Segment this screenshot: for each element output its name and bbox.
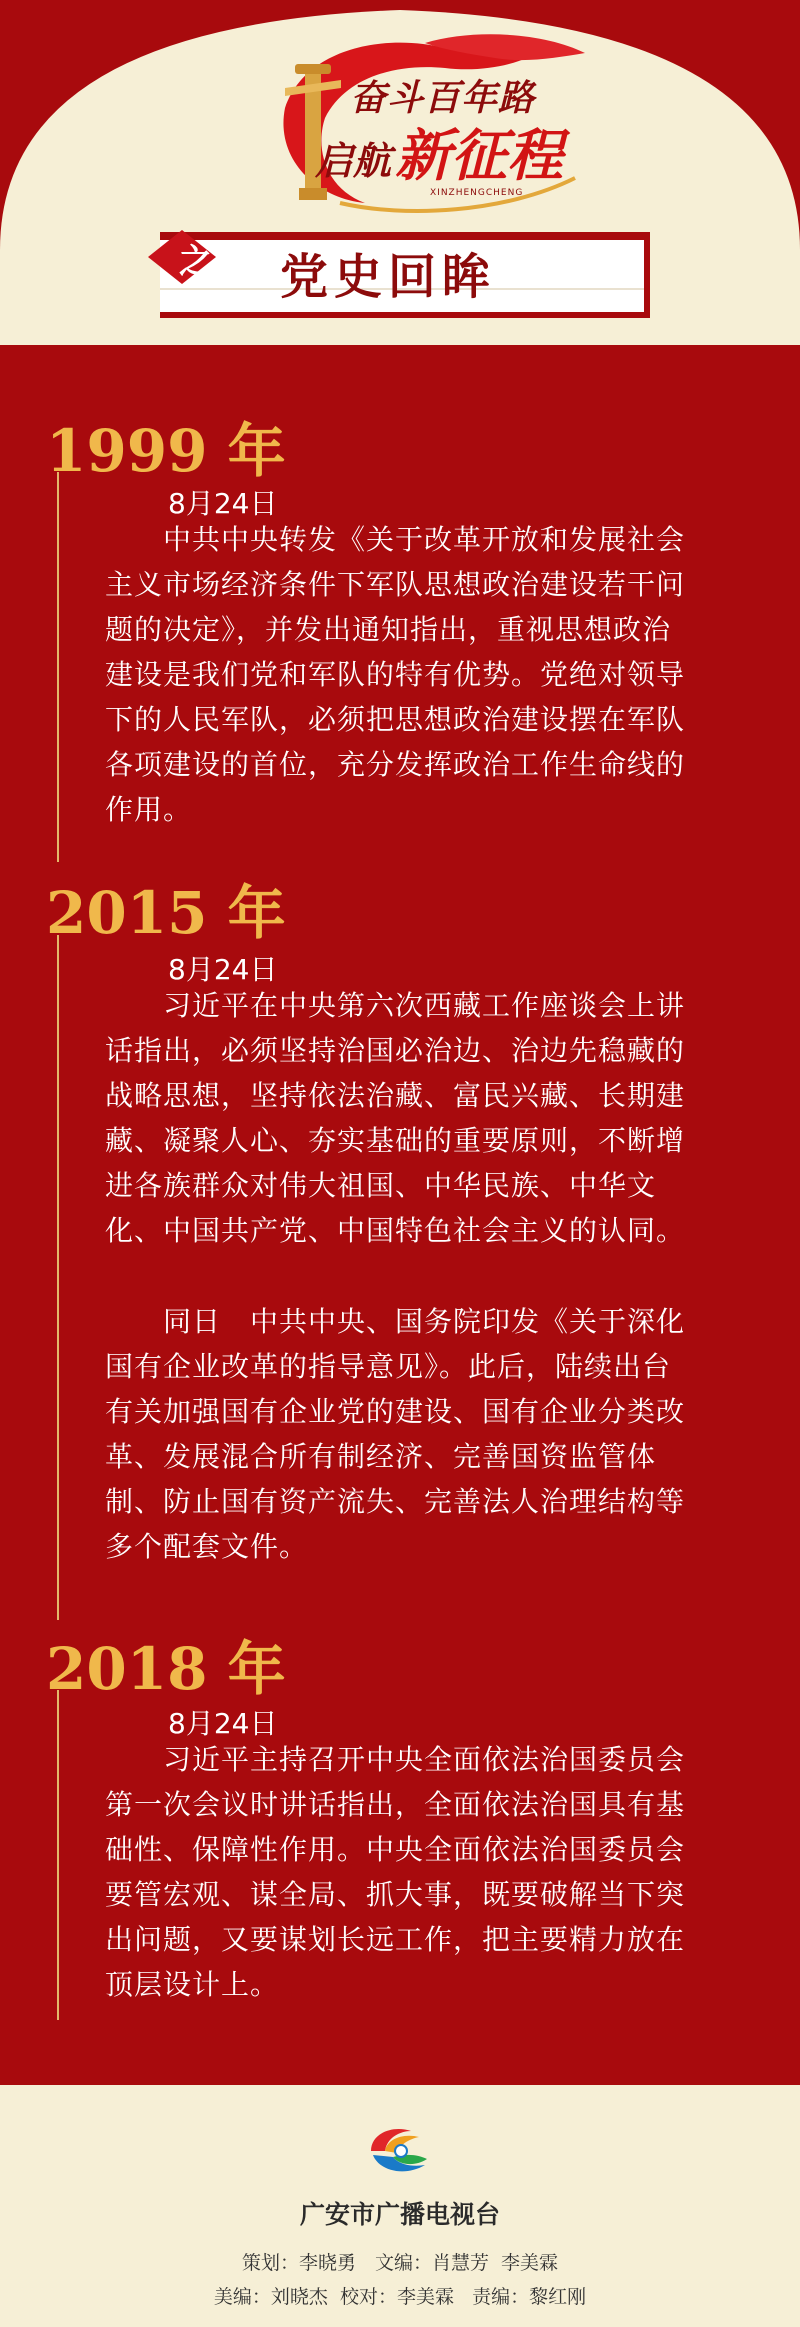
tv-station-logo-icon xyxy=(363,2121,435,2179)
slogan-line-2b: 新征程 xyxy=(395,123,563,189)
slogan-line-2a: 启航 xyxy=(315,138,392,183)
entry-paragraph: 习近平在中央第六次西藏工作座谈会上讲话指出，必须坚持治国必治边、治边先稳藏的战略思想，坚持依法治藏、富民兴藏、长期建藏、凝聚人心、夯实基础的重要原则，不断增进各族群众对伟大祖国、中华民族、中华文化、中国共产党、中国特色社会主义的认同。 xyxy=(105,989,686,1247)
entry-date: 8月24日 xyxy=(168,487,278,520)
credits-line-1: 策划：李晓勇 文编：肖慧芳 李美霖 xyxy=(241,2252,559,2274)
entry-paragraph: 同日 中共中央、国务院印发《关于深化国有企业改革的指导意见》。此后，陆续出台有关加强国有企业党的建设、国有企业分类改革、发展混合所有制经济、完善国资监管体制、防止国有资产流失、完善法人治理结构等多个配套文件。 xyxy=(105,1305,686,1563)
entry-paragraph: 习近平主持召开中央全面依法治国委员会第一次会议时讲话指出，全面依法治国具有基础性、保障性作用。中央全面依法治国委员会要管宏观、谋全局、抓大事，既要破解当下突出问题，又要谋划长远工作，把主要精力放在顶层设计上。 xyxy=(105,1743,686,2001)
timeline-line xyxy=(57,935,59,1620)
section-banner xyxy=(160,232,650,318)
timeline-line xyxy=(57,472,59,862)
year-heading: 2018 年 xyxy=(46,1635,286,1703)
organization-name: 广安市广播电视台 xyxy=(299,2200,500,2229)
slogan-line-1: 奋斗百年路 xyxy=(350,77,536,119)
banner-title: 党史回眸 xyxy=(280,249,497,305)
badge-text: 之 xyxy=(179,242,213,282)
entry-date: 8月24日 xyxy=(168,953,278,986)
slogan-pinyin: XINZHENGCHENG xyxy=(430,188,524,198)
footer xyxy=(0,2085,800,2327)
timeline-line xyxy=(57,1690,59,2020)
entry-paragraph: 中共中央转发《关于改革开放和发展社会主义市场经济条件下军队思想政治建设若干问题的决定》，并发出通知指出，重视思想政治建设是我们党和军队的特有优势。党绝对领导下的人民军队，必须把思想政治建设摆在军队各项建设的首位，充分发挥政治工作生命线的作用。 xyxy=(105,523,686,826)
year-heading: 1999 年 xyxy=(46,417,286,485)
entry-date: 8月24日 xyxy=(168,1707,278,1740)
credits-line-2: 美编：刘晓杰 校对：李美霖 责编：黎红刚 xyxy=(213,2286,587,2308)
year-heading: 2015 年 xyxy=(46,879,286,947)
